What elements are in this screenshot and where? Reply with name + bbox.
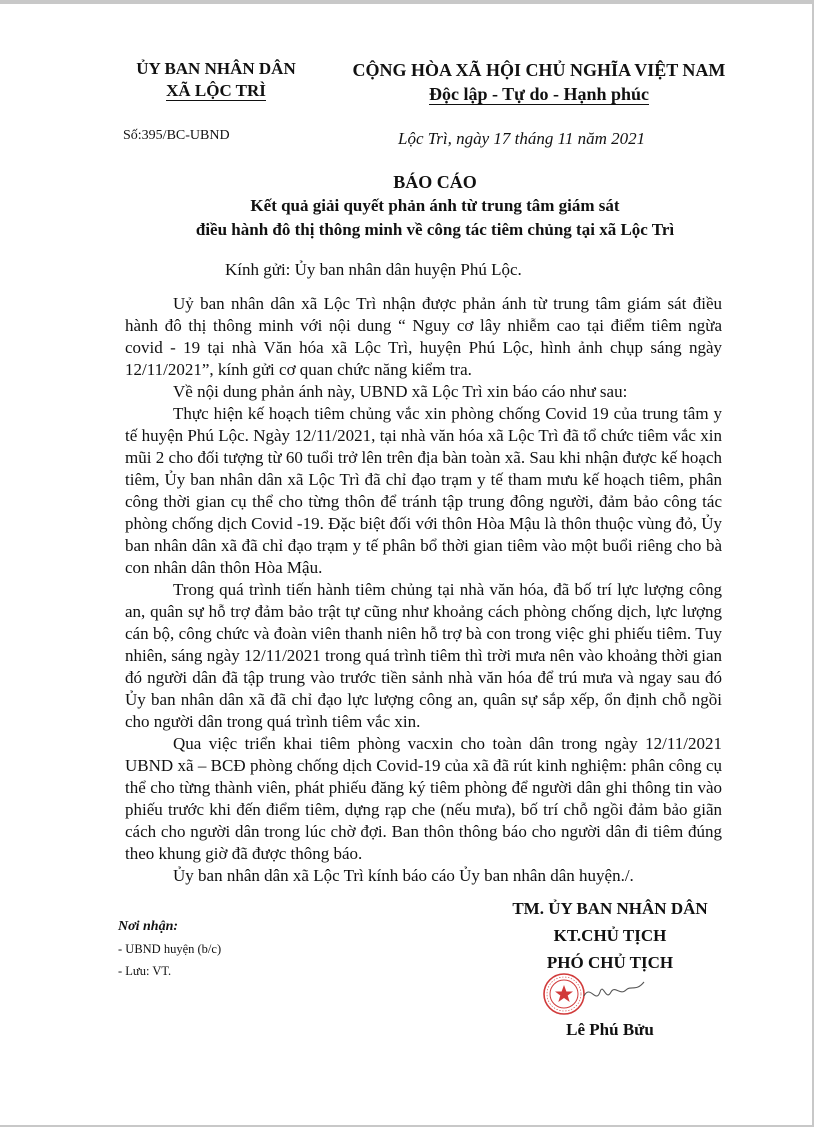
issuing-authority-line1: ỦY BAN NHÂN DÂN: [136, 59, 296, 78]
national-motto: Độc lập - Tự do - Hạnh phúc: [428, 84, 650, 104]
signer-line1: TM. ỦY BAN NHÂN DÂN: [512, 899, 708, 918]
paragraph: Ủy ban nhân dân xã Lộc Trì kính báo cáo Ủy ban nhân dân huyện./.: [173, 866, 634, 885]
recipients-block: Nơi nhận: - UBND huyện (b/c) - Lưu: VT.: [118, 915, 221, 982]
place-and-date: Lộc Trì, ngày 17 tháng 11 năm 2021: [398, 129, 646, 148]
recipients-heading: Nơi nhận: [118, 919, 174, 934]
report-body: [125, 293, 722, 887]
issuing-authority: [106, 58, 326, 102]
document-subject-line2: điều hành đô thị thông minh về công tác tiêm chủng tại xã Lộc Trì: [195, 220, 675, 239]
signer-name: Lê Phú Bửu: [566, 1020, 654, 1039]
document-type: BÁO CÁO: [393, 172, 477, 192]
paragraph: Qua việc triển khai tiêm phòng vacxin cho toàn dân trong ngày 12/11/2021 UBND xã – BCĐ phòng chống dịch Covid-19 của xã đã rút kinh nghiệm: phân công cụ thể cho từng thành viên, phát phiếu đăng ký tiêm phòng để người dân ghi thông tin vào phiếu trước khi đến điểm tiêm, dựng rạp che (nếu mưa), bố trí chỗ ngồi đảm bảo giãn cách cho người dân trong lúc chờ đợi. Ban thôn thông báo cho người dân đi tiêm đúng theo khung giờ đã được thông báo.: [125, 734, 722, 863]
signer-line3: PHÓ CHỦ TỊCH: [546, 953, 674, 972]
document-subject-line1: Kết quả giải quyết phản ánh từ trung tâm giám sát: [250, 196, 620, 215]
document-title: [100, 170, 770, 242]
paragraph: Về nội dung phản ánh này, UBND xã Lộc Trì xin báo cáo như sau:: [173, 382, 628, 401]
document-number: Số:395/BC-UBND: [123, 128, 230, 143]
national-header: [330, 58, 748, 106]
signer-line2: KT.CHỦ TỊCH: [553, 926, 667, 945]
signer-block: [470, 895, 750, 976]
addressee: Kính gửi: Ủy ban nhân dân huyện Phú Lộc.: [225, 260, 522, 279]
national-name: CỘNG HÒA XÃ HỘI CHỦ NGHĨA VIỆT NAM: [352, 60, 726, 80]
paragraph: Trong quá trình tiến hành tiêm chủng tại nhà văn hóa, đã bố trí lực lượng công an, quân sự hỗ trợ đảm bảo trật tự cũng như khoảng cách phòng chống dịch, lực lượng cán bộ, công chức và đoàn viên thanh niên hỗ trợ bà con trong việc ghi phiếu tiêm. Tuy nhiên, sáng ngày 12/11/2021 trong quá trình tiêm thì trời mưa nên vào khoảng thời gian đó người dân đã tập trung vào trước tiền sảnh nhà văn hóa để trú mưa và ngay sau đó Ủy ban nhân dân xã đã chỉ đạo lực lượng công an, quân sự sắp xếp, ổn định chỗ ngồi cho người dân trong quá trình tiêm vắc xin.: [125, 580, 722, 731]
recipient-item: - UBND huyện (b/c): [118, 942, 222, 956]
page-frame-top: [0, 0, 814, 4]
paragraph: Uỷ ban nhân dân xã Lộc Trì nhận được phản ánh từ trung tâm giám sát điều hành đô thị thông minh với nội dung “ Nguy cơ lây nhiễm cao tại điểm tiêm ngừa covid - 19 tại nhà Văn hóa xã Lộc Trì, huyện Phú Lộc, hình ảnh chụp sáng ngày 12/11/2021”, kính gửi cơ quan chức năng kiểm tra.: [125, 294, 722, 379]
issuing-authority-line2: XÃ LỘC TRÌ: [166, 81, 266, 100]
recipient-item: - Lưu: VT.: [118, 964, 172, 978]
paragraph: Thực hiện kế hoạch tiêm chủng vắc xin phòng chống Covid 19 của trung tâm y tế huyện Phú Lộc. Ngày 12/11/2021, tại nhà văn hóa xã Lộc Trì đã tổ chức tiêm vắc xin mũi 2 cho đối tượng từ 60 tuổi trở lên trên địa bàn toàn xã. Sau khi nhận được kế hoạch tiêm, Ủy ban nhân dân xã Lộc Trì đã chỉ đạo trạm y tế tham mưu kế hoạch tiêm, phân công thời gian cụ thể cho từng thôn để tránh tập trung đông người, đảm bảo công tác phòng chống dịch Covid -19. Đặc biệt đối với thôn Hòa Mậu là thôn thuộc vùng đỏ, Ủy ban nhân dân xã đã chỉ đạo trạm y tế phân bổ thời gian tiêm vào một buổi riêng cho bà con nhân dân thôn Hòa Mậu.: [125, 404, 722, 577]
handwritten-signature-icon: [584, 982, 644, 996]
